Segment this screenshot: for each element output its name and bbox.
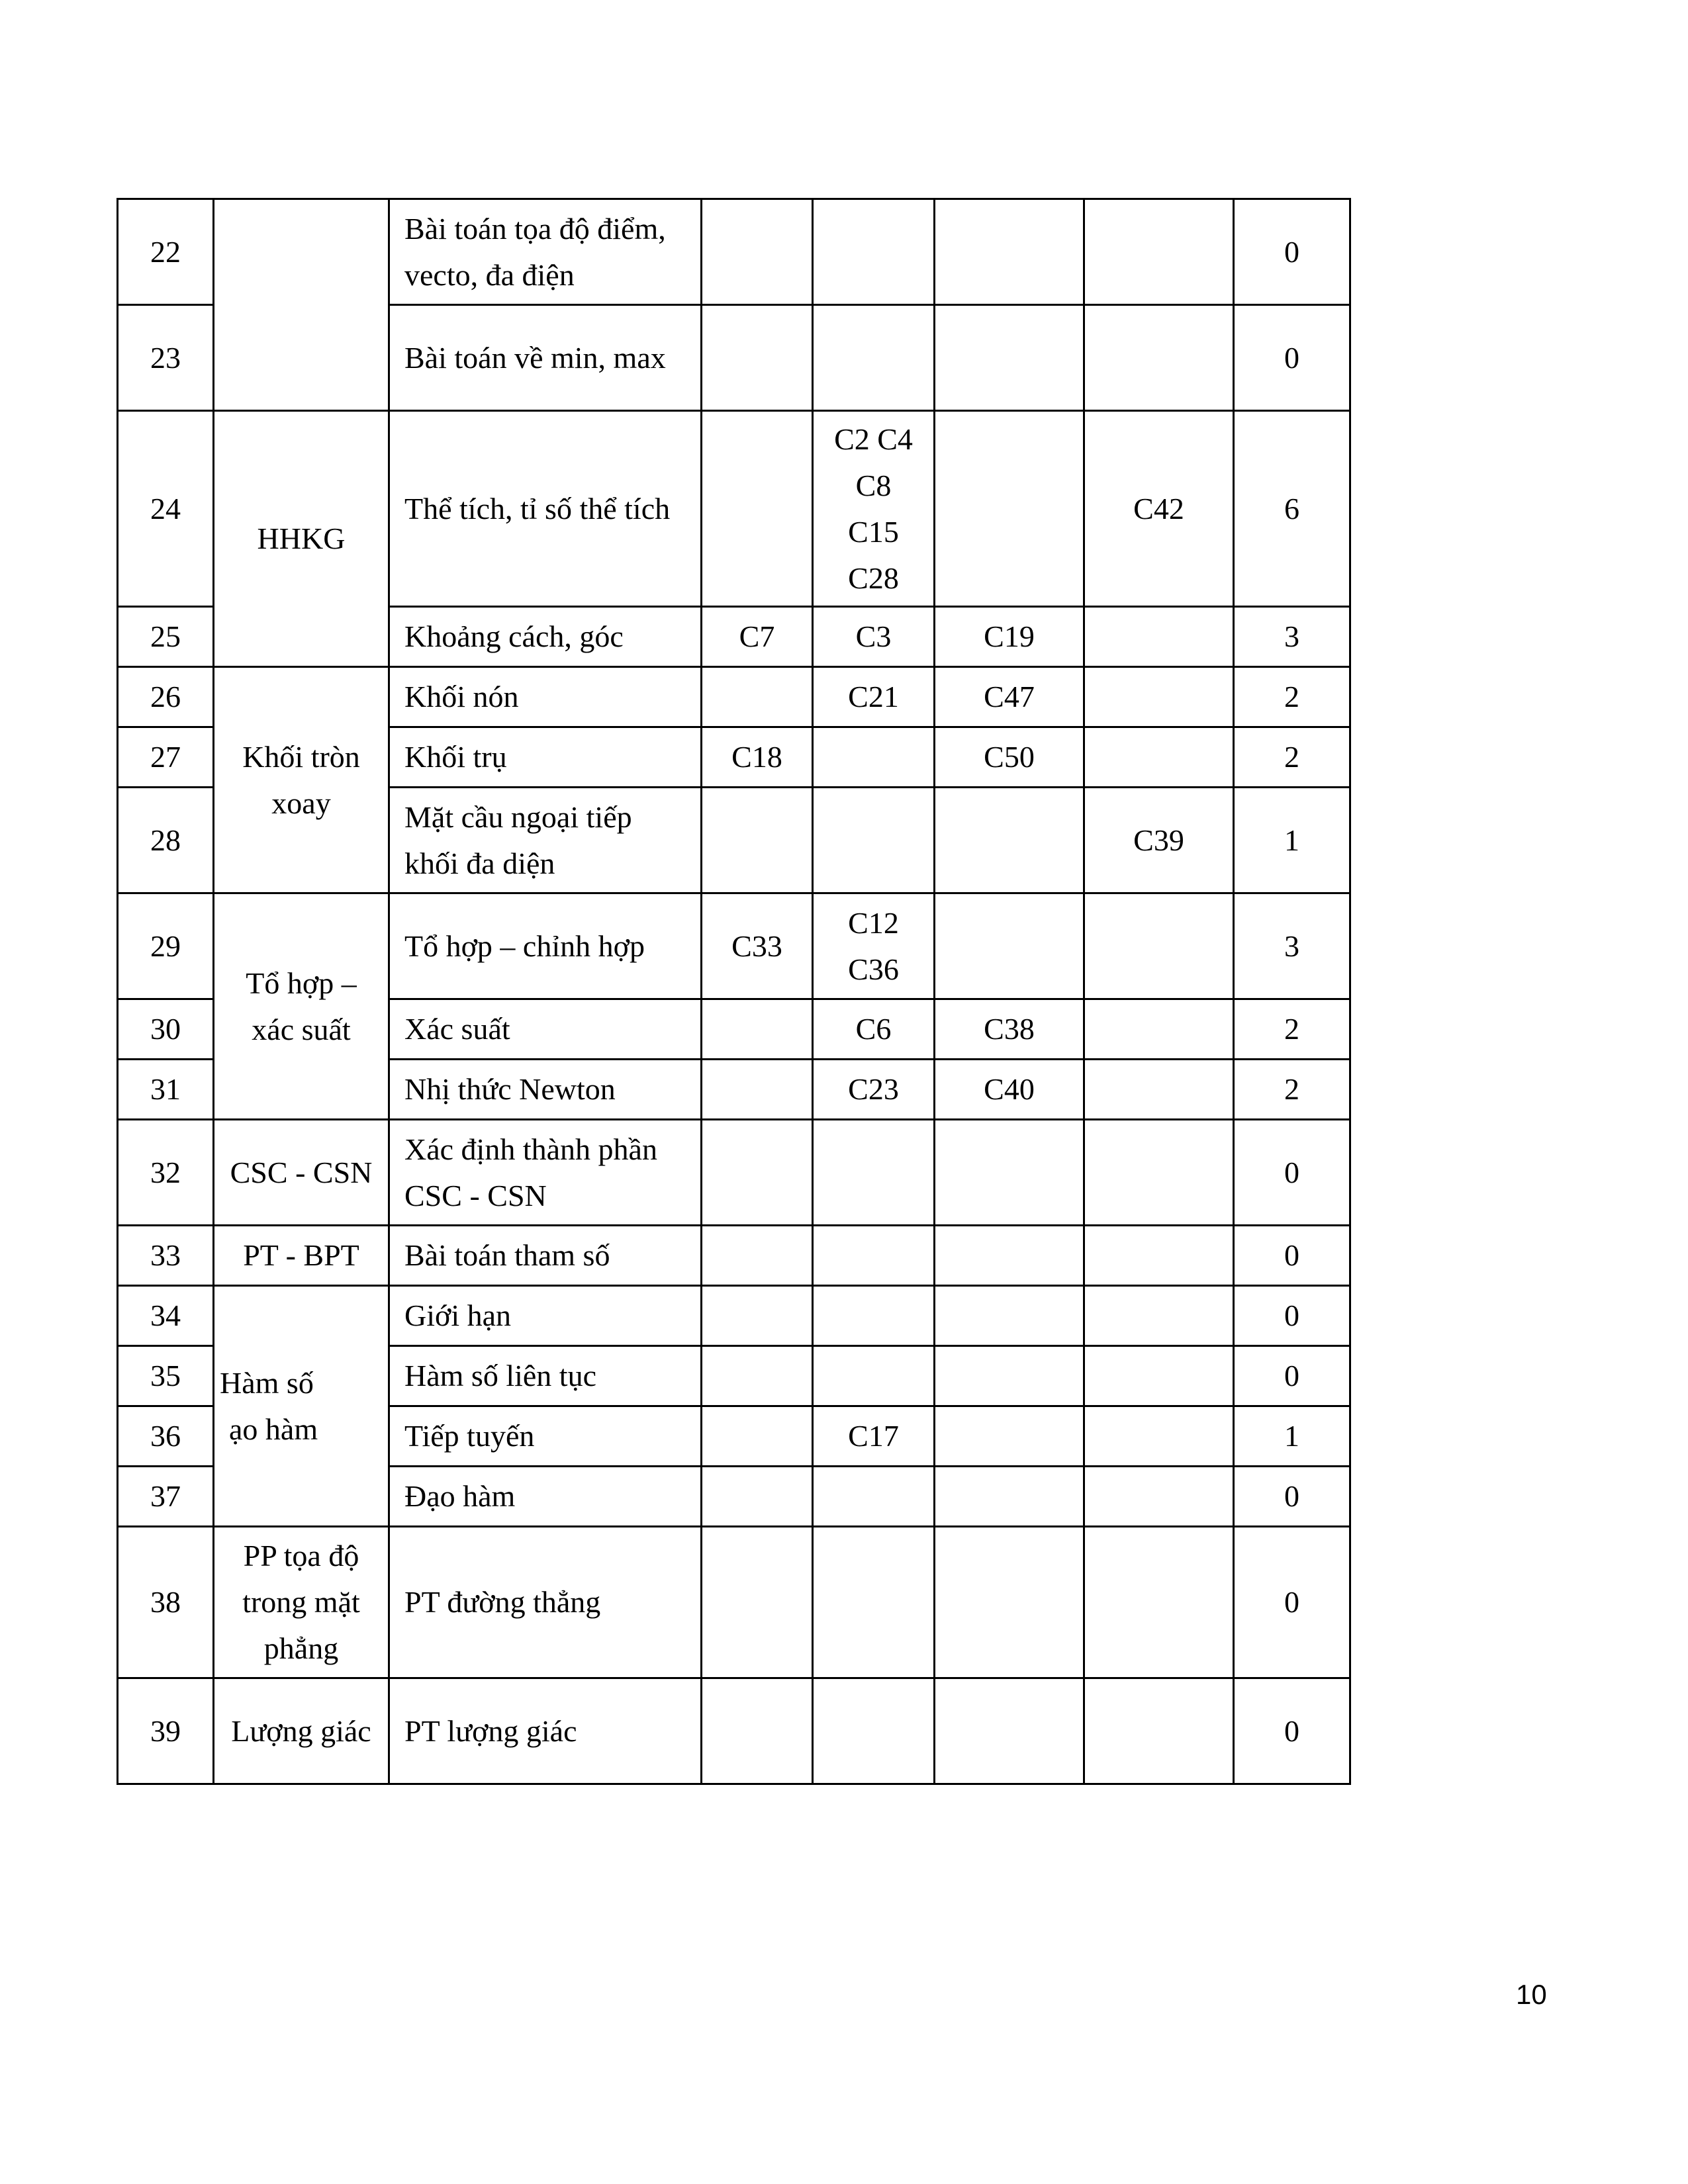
table-row xyxy=(118,1678,1350,1784)
group-cell-to-hop: Tổ hợp – xác suất xyxy=(214,893,389,1120)
level2-cell xyxy=(813,305,935,411)
total-cell: 0 xyxy=(1234,1226,1350,1286)
total-cell: 3 xyxy=(1234,893,1350,999)
level1-cell xyxy=(702,999,813,1060)
level2-cell xyxy=(813,1467,935,1527)
topic-cell: Khoảng cách, góc xyxy=(389,607,702,667)
level2-cell: C6 xyxy=(813,999,935,1060)
level4-cell xyxy=(1084,1226,1234,1286)
level1-cell xyxy=(702,411,813,607)
row-number: 28 xyxy=(118,788,214,893)
level4-cell xyxy=(1084,727,1234,788)
group-cell-csc: CSC - CSN xyxy=(214,1120,389,1226)
row-number: 34 xyxy=(118,1286,214,1346)
level2-cell xyxy=(813,788,935,893)
group-label-line-1: Hàm số xyxy=(220,1365,314,1400)
level4-cell xyxy=(1084,1527,1234,1678)
level3-cell xyxy=(935,1527,1084,1678)
level1-cell xyxy=(702,1226,813,1286)
row-number: 23 xyxy=(118,305,214,411)
level4-cell xyxy=(1084,1406,1234,1467)
group-cell-luong-giac: Lượng giác xyxy=(214,1678,389,1784)
level3-cell: C19 xyxy=(935,607,1084,667)
level1-cell: C7 xyxy=(702,607,813,667)
level2-cell xyxy=(813,727,935,788)
row-number: 35 xyxy=(118,1346,214,1406)
topic-cell: Mặt cầu ngoại tiếp khối đa diện xyxy=(389,788,702,893)
level4-cell xyxy=(1084,607,1234,667)
level4-cell xyxy=(1084,199,1234,305)
row-number: 32 xyxy=(118,1120,214,1226)
total-cell: 2 xyxy=(1234,1060,1350,1120)
row-number: 31 xyxy=(118,1060,214,1120)
level2-cell xyxy=(813,1678,935,1784)
level2-cell xyxy=(813,1226,935,1286)
level4-cell xyxy=(1084,667,1234,727)
topic-cell: Hàm số liên tục xyxy=(389,1346,702,1406)
level3-cell xyxy=(935,1346,1084,1406)
level1-cell: C33 xyxy=(702,893,813,999)
level1-cell xyxy=(702,199,813,305)
row-number: 37 xyxy=(118,1467,214,1527)
topic-cell: Tổ hợp – chỉnh hợp xyxy=(389,893,702,999)
topic-cell: PT đường thẳng xyxy=(389,1527,702,1678)
level4-cell xyxy=(1084,893,1234,999)
level3-cell xyxy=(935,305,1084,411)
topic-cell: Đạo hàm xyxy=(389,1467,702,1527)
total-cell: 2 xyxy=(1234,727,1350,788)
level3-cell xyxy=(935,199,1084,305)
level4-cell xyxy=(1084,1678,1234,1784)
row-number: 25 xyxy=(118,607,214,667)
group-cell-ham-so xyxy=(214,1286,389,1527)
level4-cell xyxy=(1084,305,1234,411)
table-row xyxy=(118,667,1350,727)
row-number: 36 xyxy=(118,1406,214,1467)
topic-cell: Khối trụ xyxy=(389,727,702,788)
level1-cell: C18 xyxy=(702,727,813,788)
level2-cell xyxy=(813,1120,935,1226)
level2-cell: C23 xyxy=(813,1060,935,1120)
topic-cell: Thể tích, tỉ số thể tích xyxy=(389,411,702,607)
level4-cell xyxy=(1084,1467,1234,1527)
level1-cell xyxy=(702,1120,813,1226)
topic-cell: Xác suất xyxy=(389,999,702,1060)
row-number: 24 xyxy=(118,411,214,607)
level2-cell xyxy=(813,199,935,305)
level4-cell xyxy=(1084,1346,1234,1406)
total-cell: 2 xyxy=(1234,667,1350,727)
level3-cell: C38 xyxy=(935,999,1084,1060)
level1-cell xyxy=(702,1527,813,1678)
group-cell-empty xyxy=(214,199,389,411)
total-cell: 6 xyxy=(1234,411,1350,607)
row-number: 26 xyxy=(118,667,214,727)
row-number: 22 xyxy=(118,199,214,305)
level3-cell xyxy=(935,1226,1084,1286)
level2-cell: C17 xyxy=(813,1406,935,1467)
level4-cell xyxy=(1084,1060,1234,1120)
level2-cell: C21 xyxy=(813,667,935,727)
total-cell: 0 xyxy=(1234,1467,1350,1527)
level4-cell xyxy=(1084,999,1234,1060)
table-row xyxy=(118,1120,1350,1226)
level2-cell: C12 C36 xyxy=(813,893,935,999)
level3-cell xyxy=(935,1120,1084,1226)
table-row xyxy=(118,1286,1350,1346)
level1-cell xyxy=(702,1060,813,1120)
table-row xyxy=(118,411,1350,607)
group-cell-hhkg: HHKG xyxy=(214,411,389,667)
level1-cell xyxy=(702,305,813,411)
topic-cell: Bài toán tham số xyxy=(389,1226,702,1286)
table-row xyxy=(118,1226,1350,1286)
level3-cell xyxy=(935,1406,1084,1467)
level2-cell xyxy=(813,1286,935,1346)
level1-cell xyxy=(702,1678,813,1784)
row-number: 30 xyxy=(118,999,214,1060)
page-number: 10 xyxy=(1516,1979,1547,2010)
group-label-line-2: ạo hàm xyxy=(229,1412,318,1446)
level4-cell xyxy=(1084,1120,1234,1226)
level1-cell xyxy=(702,1286,813,1346)
group-cell-khoi-tron-xoay: Khối tròn xoay xyxy=(214,667,389,893)
topic-cell: Bài toán về min, max xyxy=(389,305,702,411)
level1-cell xyxy=(702,788,813,893)
level4-cell: C42 xyxy=(1084,411,1234,607)
total-cell: 0 xyxy=(1234,1346,1350,1406)
row-number: 27 xyxy=(118,727,214,788)
level1-cell xyxy=(702,1346,813,1406)
level3-cell xyxy=(935,893,1084,999)
level3-cell xyxy=(935,788,1084,893)
total-cell: 1 xyxy=(1234,1406,1350,1467)
group-cell-pt-bpt: PT - BPT xyxy=(214,1226,389,1286)
level2-cell: C2 C4 C8 C15 C28 xyxy=(813,411,935,607)
level4-cell xyxy=(1084,1286,1234,1346)
topic-cell: Nhị thức Newton xyxy=(389,1060,702,1120)
group-cell-pp-toa-do: PP tọa độ trong mặt phẳng xyxy=(214,1527,389,1678)
level1-cell xyxy=(702,1467,813,1527)
table-row xyxy=(118,199,1350,305)
level3-cell: C40 xyxy=(935,1060,1084,1120)
topic-cell: Xác định thành phần CSC - CSN xyxy=(389,1120,702,1226)
level1-cell xyxy=(702,1406,813,1467)
topic-cell: Tiếp tuyến xyxy=(389,1406,702,1467)
level3-cell xyxy=(935,1678,1084,1784)
row-number: 39 xyxy=(118,1678,214,1784)
level3-cell: C50 xyxy=(935,727,1084,788)
topic-cell: Bài toán tọa độ điểm, vecto, đa điện xyxy=(389,199,702,305)
total-cell: 0 xyxy=(1234,305,1350,411)
level2-cell: C3 xyxy=(813,607,935,667)
level3-cell xyxy=(935,411,1084,607)
table-row xyxy=(118,1527,1350,1678)
total-cell: 3 xyxy=(1234,607,1350,667)
topic-cell: PT lượng giác xyxy=(389,1678,702,1784)
total-cell: 0 xyxy=(1234,1678,1350,1784)
total-cell: 1 xyxy=(1234,788,1350,893)
level3-cell xyxy=(935,1467,1084,1527)
total-cell: 0 xyxy=(1234,1527,1350,1678)
row-number: 33 xyxy=(118,1226,214,1286)
row-number: 38 xyxy=(118,1527,214,1678)
topic-cell: Khối nón xyxy=(389,667,702,727)
total-cell: 2 xyxy=(1234,999,1350,1060)
level3-cell: C47 xyxy=(935,667,1084,727)
total-cell: 0 xyxy=(1234,1120,1350,1226)
topic-cell: Giới hạn xyxy=(389,1286,702,1346)
level2-cell xyxy=(813,1527,935,1678)
total-cell: 0 xyxy=(1234,199,1350,305)
row-number: 29 xyxy=(118,893,214,999)
table-row xyxy=(118,893,1350,999)
level4-cell: C39 xyxy=(1084,788,1234,893)
level1-cell xyxy=(702,667,813,727)
question-matrix-table xyxy=(117,198,1351,1785)
level2-cell xyxy=(813,1346,935,1406)
total-cell: 0 xyxy=(1234,1286,1350,1346)
level3-cell xyxy=(935,1286,1084,1346)
